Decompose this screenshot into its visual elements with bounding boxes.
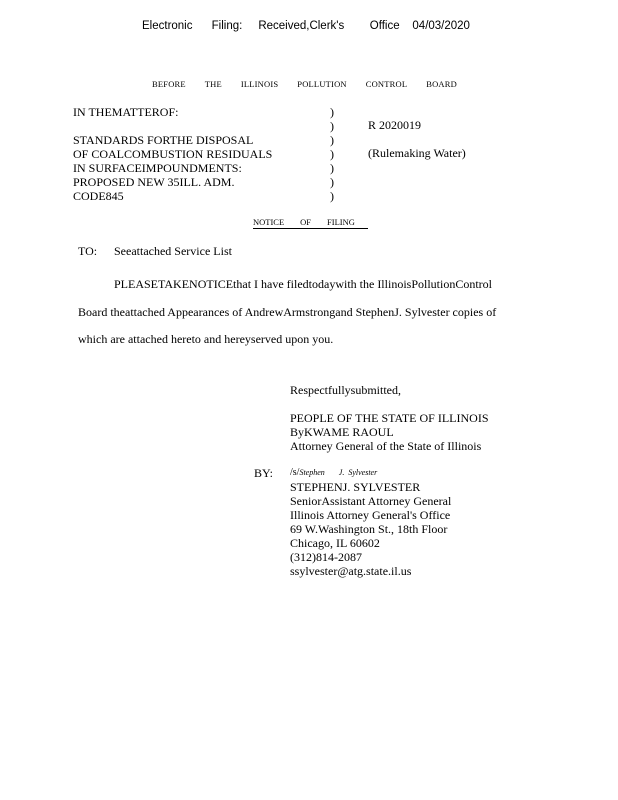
board-heading-word: CONTROL <box>365 79 408 89</box>
body-line: which are attached hereto and hereyserved upon you. <box>78 332 334 346</box>
recipient-line <box>78 244 232 259</box>
notice-body <box>78 271 548 354</box>
caption-parentheses <box>330 105 340 203</box>
caption-line: IN SURFACEIMPOUNDMENTS: <box>73 161 242 175</box>
org-line: ByKWAME RAOUL <box>290 425 394 439</box>
contact-line: ssylvester@atg.state.il.us <box>290 564 412 578</box>
board-heading <box>152 79 457 89</box>
caption-paren: ) <box>330 147 334 161</box>
contact-line: SeniorAssistant Attorney General <box>290 494 452 508</box>
signer-details <box>290 466 451 578</box>
caption-line: STANDARDS FORTHE DISPOSAL <box>73 133 254 147</box>
caption-paren: ) <box>330 119 334 133</box>
signed-by-row <box>254 466 451 578</box>
to-label: TO: <box>78 244 98 258</box>
contact-line: STEPHENJ. SYLVESTER <box>290 480 421 494</box>
caption-paren: ) <box>330 105 334 119</box>
contact-line: Illinois Attorney General's Office <box>290 508 451 522</box>
contact-line: (312)814-2087 <box>290 550 362 564</box>
case-caption <box>73 105 323 203</box>
caption-paren: ) <box>330 161 334 175</box>
to-value: Seeattached Service List <box>114 244 232 258</box>
case-docket-info <box>368 118 466 160</box>
caption-paren: ) <box>330 133 334 147</box>
caption-line: IN THEMATTEROF: <box>73 105 179 119</box>
body-line: PLEASETAKENOTICEthat I have filedtodaywith the IllinoisPollutionControl <box>114 277 492 291</box>
esig-name: Stephen J. Sylvester <box>299 468 378 477</box>
board-heading-word: BEFORE <box>152 79 186 89</box>
signature-block <box>290 383 489 453</box>
board-heading-word: POLLUTION <box>297 79 347 89</box>
notice-heading-word: NOTICE <box>253 217 285 227</box>
org-line: Attorney General of the State of Illinois <box>290 439 482 453</box>
electronic-signature <box>290 466 451 480</box>
filing-stamp: Electronic Filing: Received,Clerk's Office 04/03/2020 <box>142 20 470 32</box>
caption-paren: ) <box>330 189 334 203</box>
caption-paren: ) <box>330 175 334 189</box>
org-line: PEOPLE OF THE STATE OF ILLINOIS <box>290 411 489 425</box>
board-heading-word: ILLINOIS <box>240 79 279 89</box>
contact-line: Chicago, IL 60602 <box>290 536 380 550</box>
board-heading-word: BOARD <box>426 79 457 89</box>
closing-line: Respectfullysubmitted, <box>290 383 401 397</box>
board-heading-word: THE <box>204 79 222 89</box>
esig-prefix: /s/ <box>290 467 300 478</box>
matter-type: (Rulemaking Water) <box>368 146 466 160</box>
caption-spacer <box>73 119 323 133</box>
caption-line: OF COALCOMBUSTION RESIDUALS <box>73 147 273 161</box>
notice-heading-word: FILING <box>327 217 355 227</box>
docket-number: R 2020019 <box>368 118 422 132</box>
notice-heading-word: OF <box>300 217 312 227</box>
caption-line: PROPOSED NEW 35ILL. ADM. <box>73 175 235 189</box>
contact-line: 69 W.Washington St., 18th Floor <box>290 522 448 536</box>
body-line: Board theattached Appearances of AndrewArmstrongand StephenJ. Sylvester copies of <box>78 304 497 319</box>
caption-line: CODE845 <box>73 189 124 203</box>
notice-of-filing-heading <box>253 217 368 229</box>
by-label: BY: <box>254 466 273 480</box>
